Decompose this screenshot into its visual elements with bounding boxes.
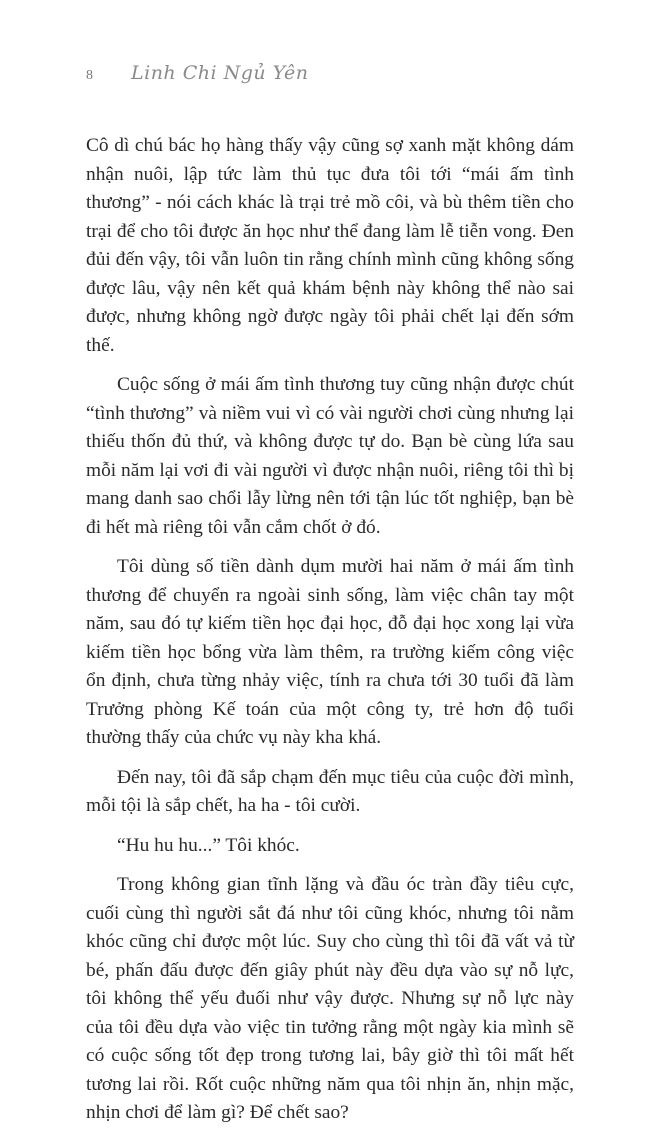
page-header xyxy=(86,62,309,92)
paragraph: “Hu hu hu...” Tôi khóc. xyxy=(117,834,300,856)
running-title: Linh Chi Ngủ Yên xyxy=(131,62,309,84)
paragraph: Cuộc sống ở mái ấm tình thương tuy cũng nhận được chút “tình thương” và niềm vui vì có vài người chơi cùng nhưng lại thiếu thốn đủ thứ, và không được tự do. Bạn bè cùng lứa sau mỗi năm lại vơi đi vài người vì được nhận nuôi, riêng tôi thì bị mang danh sao chổi lẫy lừng nên tới tận lúc tốt nghiệp, bạn bè đi hết mà riêng tôi vẫn cắm chốt ở đó. xyxy=(86,374,574,538)
paragraph: Trong không gian tĩnh lặng và đầu óc tràn đầy tiêu cực, cuối cùng thì người sắt đá như tôi cũng khóc, nhưng tôi nằm khóc cũng chỉ được một lúc. Suy cho cùng thì tôi đã vất vả từ bé, phấn đấu được đến giây phút này đều dựa vào sự nỗ lực, tôi không thể yếu đuối như vậy được. Nhưng sự nỗ lực này của tôi đều dựa vào việc tin tưởng rằng một ngày kia mình sẽ có cuộc sống tốt đẹp trong tương lai, bây giờ thì tôi mất hết tương lai rồi. Rốt cuộc những năm qua tôi nhịn ăn, nhịn mặc, nhịn chơi để làm gì? Để chết sao? xyxy=(86,874,574,1123)
paragraph: Đến nay, tôi đã sắp chạm đến mục tiêu của cuộc đời mình, mỗi tội là sắp chết, ha ha - tôi cười. xyxy=(86,766,574,816)
page-number: 8 xyxy=(86,68,93,83)
paragraph: Cô dì chú bác họ hàng thấy vậy cũng sợ xanh mặt không dám nhận nuôi, lập tức làm thủ tục đưa tôi tới “mái ấm tình thương” - nói cách khác là trại trẻ mồ côi, và bù thêm tiền cho trại để cho tôi được ăn học như thể đang làm lễ tiễn vong. Đen đủi đến vậy, tôi vẫn luôn tin rằng chính mình cũng không sống được lâu, vậy nên kết quả khám bệnh này không thể nào sai được, nhưng không ngờ được ngày tôi phải chết lại đến sớm thế. xyxy=(86,135,574,356)
body-text xyxy=(86,132,574,1139)
paragraph: Tôi dùng số tiền dành dụm mười hai năm ở mái ấm tình thương để chuyển ra ngoài sinh sống, làm việc chân tay một năm, sau đó tự kiếm tiền học đại học, đỗ đại học xong lại vừa kiếm tiền học bổng vừa làm thêm, ra trường kiếm công việc ổn định, chưa từng nhảy việc, tính ra chưa tới 30 tuổi đã làm Trưởng phòng Kế toán của một công ty, trẻ hơn độ tuổi thường thấy của chức vụ này kha khá. xyxy=(86,556,574,748)
